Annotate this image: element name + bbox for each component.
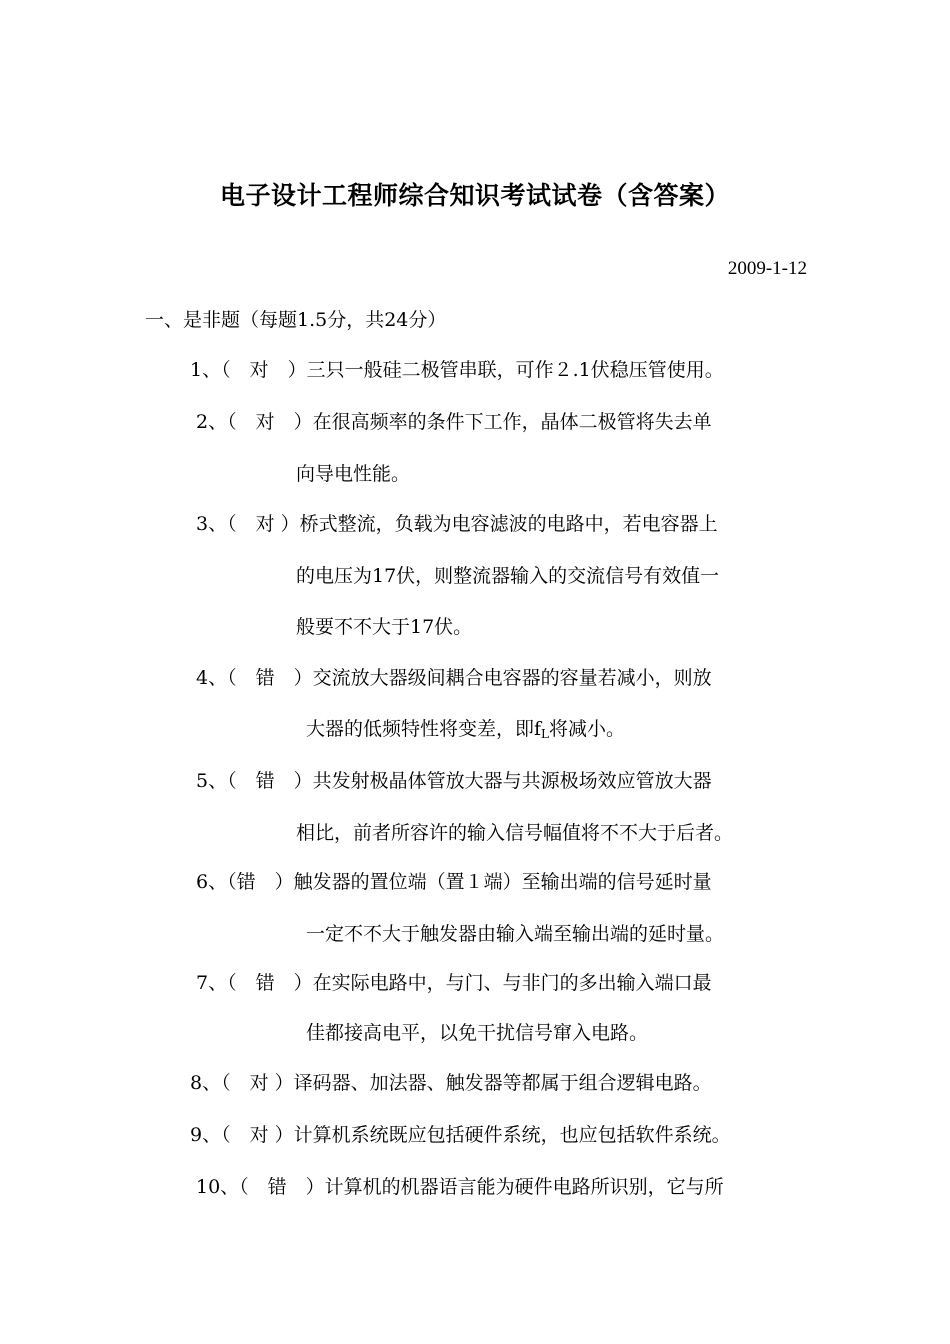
question-7-line-1: 7、（ 错 ）在实际电路中，与门、与非门的多出输入端口最 <box>196 972 712 994</box>
question-3-line-2: 的电压为17伏，则整流器输入的交流信号有效值一 <box>296 565 720 587</box>
question-8-line-1: 8、（ 对 ）译码器、加法器、触发器等都属于组合逻辑电路。 <box>190 1072 712 1094</box>
question-1-line-1: 1、（ 对 ）三只一般硅二极管串联，可作２.1伏稳压管使用。 <box>190 359 724 381</box>
question-10-line-1: 10、（ 错 ）计算机的机器语言能为硬件电路所识别，它与所 <box>196 1176 724 1198</box>
question-9-line-1: 9、（ 对 ）计算机系统既应包括硬件系统，也应包括软件系统。 <box>190 1124 731 1146</box>
question-4-subscript: L <box>541 727 550 741</box>
question-4-line-1: 4、（ 错 ）交流放大器级间耦合电容器的容量若减小，则放 <box>196 667 712 689</box>
question-5-line-2: 相比，前者所容许的输入信号幅值将不不大于后者。 <box>296 822 734 844</box>
question-5-line-1: 5、（ 错 ）共发射极晶体管放大器与共源极场效应管放大器 <box>196 770 712 792</box>
question-4-text-b: 将减小。 <box>549 718 626 740</box>
question-2-line-2: 向导电性能。 <box>296 463 411 485</box>
page-title: 电子设计工程师综合知识考试试卷（含答案） <box>219 181 730 210</box>
question-2-line-1: 2、（ 对 ）在很高频率的条件下工作，晶体二极管将失去单 <box>196 411 712 433</box>
question-6-line-2: 一定不不大于触发器由输入端至输出端的延时量。 <box>306 923 725 945</box>
question-3-line-1: 3、（ 对 ）桥式整流，负载为电容滤波的电路中，若电容器上 <box>196 513 718 535</box>
exam-date: 2009-1-12 <box>727 258 807 279</box>
section-heading: 一、是非题（每题1.5分，共24分） <box>145 309 447 331</box>
question-3-line-3: 般要不不大于17伏。 <box>296 616 473 638</box>
question-4-text-a: 大器的低频特性将变差，即f <box>306 718 542 740</box>
question-7-line-2: 佳都接高电平，以免干扰信号窜入电路。 <box>306 1022 649 1044</box>
question-6-line-1: 6、（错 ）触发器的置位端（置１端）至输出端的信号延时量 <box>196 871 712 893</box>
question-4-line-2 <box>306 716 625 747</box>
